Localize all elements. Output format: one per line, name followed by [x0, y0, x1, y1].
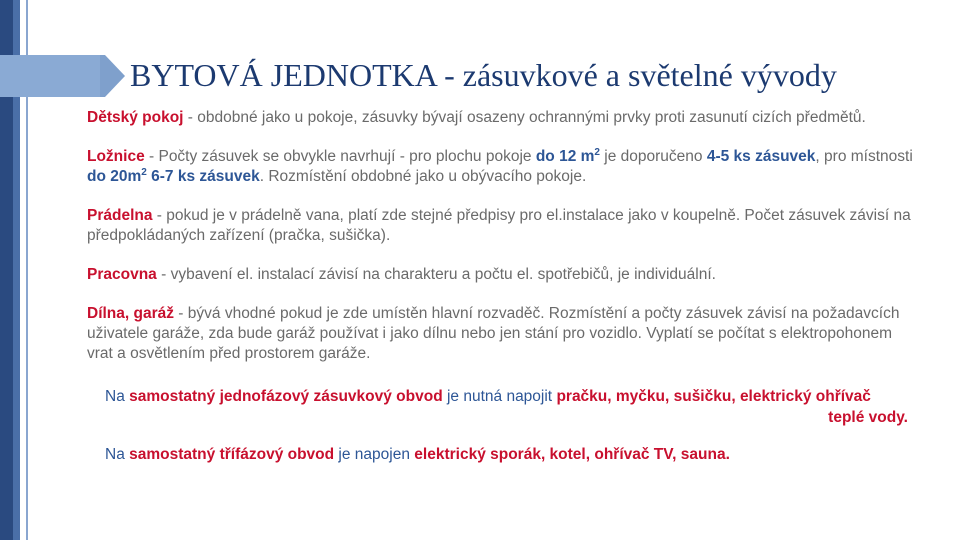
lead-detsky-pokoj: Dětský pokoj [87, 109, 184, 126]
text-detsky-pokoj: - obdobné jako u pokoje, zásuvky bývají osazeny ochrannými prvky proti zasunutí cizích předmětů. [183, 109, 866, 126]
paragraph-detsky-pokoj [87, 108, 917, 128]
box1-highlight-1: samostatný jednofázový zásuvkový obvod [129, 388, 443, 405]
lead-loznice: Ložnice [87, 148, 145, 165]
box2-text-2: je napojen [334, 446, 415, 463]
box1-text-2: je nutná napojit [442, 388, 557, 405]
area-20-sup: 2 [141, 166, 147, 178]
text-loznice-2: je doporučeno [599, 148, 707, 165]
slide-title: BYTOVÁ JEDNOTKA - zásuvkové a světelné vývody [130, 57, 837, 93]
title-arrow-shape [0, 55, 125, 97]
lead-pradelna: Prádelna [87, 207, 153, 224]
box1-text-1: Na [105, 388, 130, 405]
box1-highlight-2: pračku, myčku, sušičku, elektrický ohřívač [556, 388, 871, 405]
text-dilna-garaz: - bývá vhodné pokud je zde umístěn hlavní rozvaděč. Rozmístění a počty zásuvek závisí na požadavcích uživatele garáže, zda bude garáž používat i jako dílnu nebo jen stání pro vozidlo. Vyplatí se počítat s elektropohonem vrat a osvětlením před prostorem garáže. [87, 305, 900, 362]
count-4-5: 4-5 ks zásuvek [706, 148, 816, 165]
paragraph-loznice [87, 147, 917, 187]
text-loznice-3: , pro místnosti [815, 148, 913, 165]
paragraph-pracovna [87, 265, 917, 285]
box2-highlight-1: samostatný třífázový obvod [129, 446, 335, 463]
lead-pracovna: Pracovna [87, 266, 157, 283]
area-12: do 12 m [535, 148, 595, 165]
area-12-sup: 2 [594, 146, 600, 158]
count-6-7: 6-7 ks zásuvek [146, 168, 260, 185]
paragraph-dilna-garaz [87, 304, 917, 364]
text-pracovna: - vybavení el. instalací závisí na charakteru a počtu el. spotřebičů, je individuální. [156, 266, 716, 283]
highlight-box [85, 373, 920, 473]
text-loznice-4: . Rozmístění obdobné jako u obývacího pokoje. [259, 168, 587, 185]
text-pradelna: - pokud je v prádelně vana, platí zde stejné předpisy pro el.instalace jako v koupelně. Počet zásuvek závisí na předpokládaných zařízení (pračka, sušička). [87, 207, 911, 244]
box-line-single-phase [105, 386, 907, 407]
box-line-three-phase [105, 444, 907, 465]
box2-highlight-2: elektrický sporák, kotel, ohřívač TV, sauna. [414, 446, 730, 463]
body-content [87, 108, 917, 383]
paragraph-pradelna [87, 206, 917, 246]
text-loznice-1: - Počty zásuvek se obvykle navrhují - pro plochu pokoje [144, 148, 536, 165]
box2-text-1: Na [105, 446, 130, 463]
box1-highlight-3: teplé vody. [828, 409, 908, 426]
area-20: do 20m [87, 168, 142, 185]
lead-dilna-garaz: Dílna, garáž [87, 305, 174, 322]
